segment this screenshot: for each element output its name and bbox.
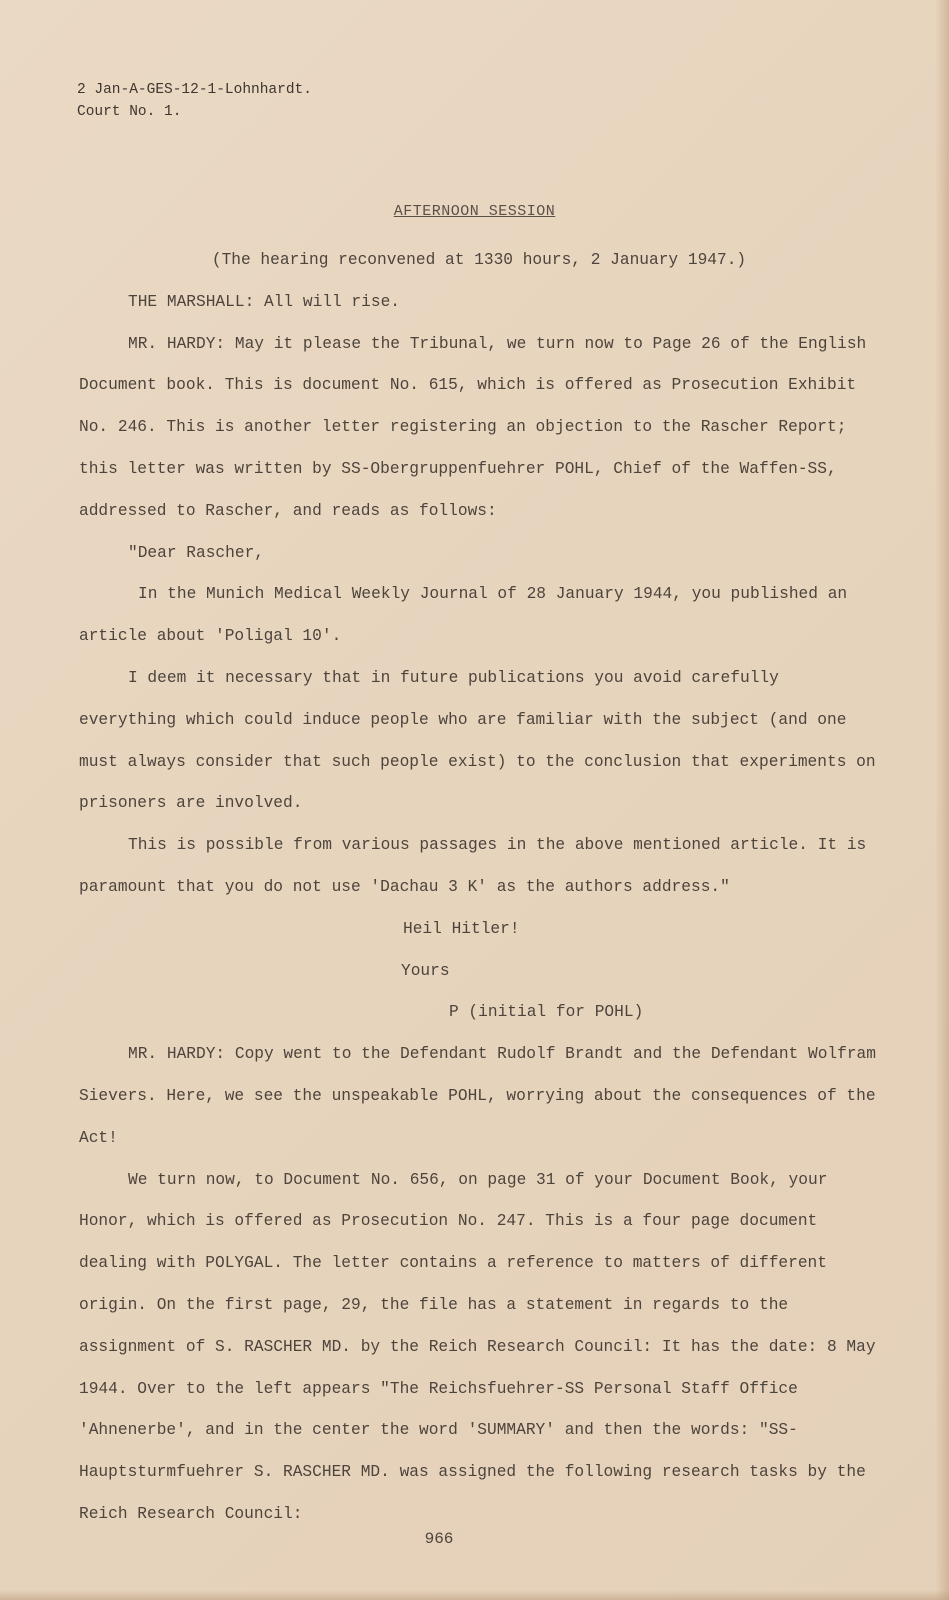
letter-closing-salute: Heil Hitler! [403,919,520,938]
letter-signature-initial: P (initial for POHL) [449,1003,644,1022]
letter-paragraph-article: In the Munich Medical Weekly Journal of 28 January 1944, you published an article about 'Poligal 10'. [79,585,857,646]
document-header [77,79,312,123]
session-title: AFTERNOON SESSION [393,203,556,220]
paragraph-reconvened: (The hearing reconvened at 1330 hours, 2 January 1947.) [211,251,747,269]
paragraph-hardy-copy: MR. HARDY: Copy went to the Defendant Rudolf Brandt and the Defendant Wolfram Sievers. Here, we see the unspeakable POHL, worrying about the consequences of the Act! [79,1045,886,1147]
page-bottom-shadow [0,1590,949,1600]
header-reference: 2 Jan-A-GES-12-1-Lohnhardt. [77,82,312,98]
page-edge-shadow [935,0,949,1600]
letter-salutation: "Dear Rascher, [128,543,264,562]
transcript-body [79,240,886,1536]
letter-paragraph-caution: I deem it necessary that in future publications you avoid carefully everything which could induce people who are familiar with the subject (and one must always consider that such people exist) to the conclusion that experiments on prisoners are involved. [79,668,886,813]
letter-paragraph-address: This is possible from various passages in the above mentioned article. It is paramount that you do not use 'Dachau 3 K' as the authors address." [79,836,876,896]
letter-closing-yours: Yours [401,961,450,980]
paragraph-hardy-introduction: MR. HARDY: May it please the Tribunal, we turn now to Page 26 of the English Document book. This is document No. 615, which is offered as Prosecution Exhibit No. 246. This is another letter registering an objection to the Rascher Report; this letter was written by SS-Obergruppenfuehrer POHL, Chief of the Waffen-SS, addressed to Rascher, and reads as follows: [79,334,876,520]
page-number: 966 [424,1530,454,1548]
header-court: Court No. 1. [77,104,182,120]
paragraph-marshall: THE MARSHALL: All will rise. [128,292,400,311]
paragraph-hardy-document-656: We turn now, to Document No. 656, on page 31 of your Document Book, your Honor, which is offered as Prosecution No. 247. This is a four page document dealing with POLYGAL. The letter contains a reference to matters of different origin. On the first page, 29, the file has a statement in regards to the assignment of S. RASCHER MD. by the Reich Research Council: It has the date: 8 May 1944. Over to the left appears "The Reichsfuehrer-SS Personal Staff Office 'Ahnenerbe', and in the center the word 'SUMMARY' and then the words: "SS-Hauptsturmfuehrer S. RASCHER MD. was assigned the following research tasks by the Reich Research Council: [79,1170,886,1523]
